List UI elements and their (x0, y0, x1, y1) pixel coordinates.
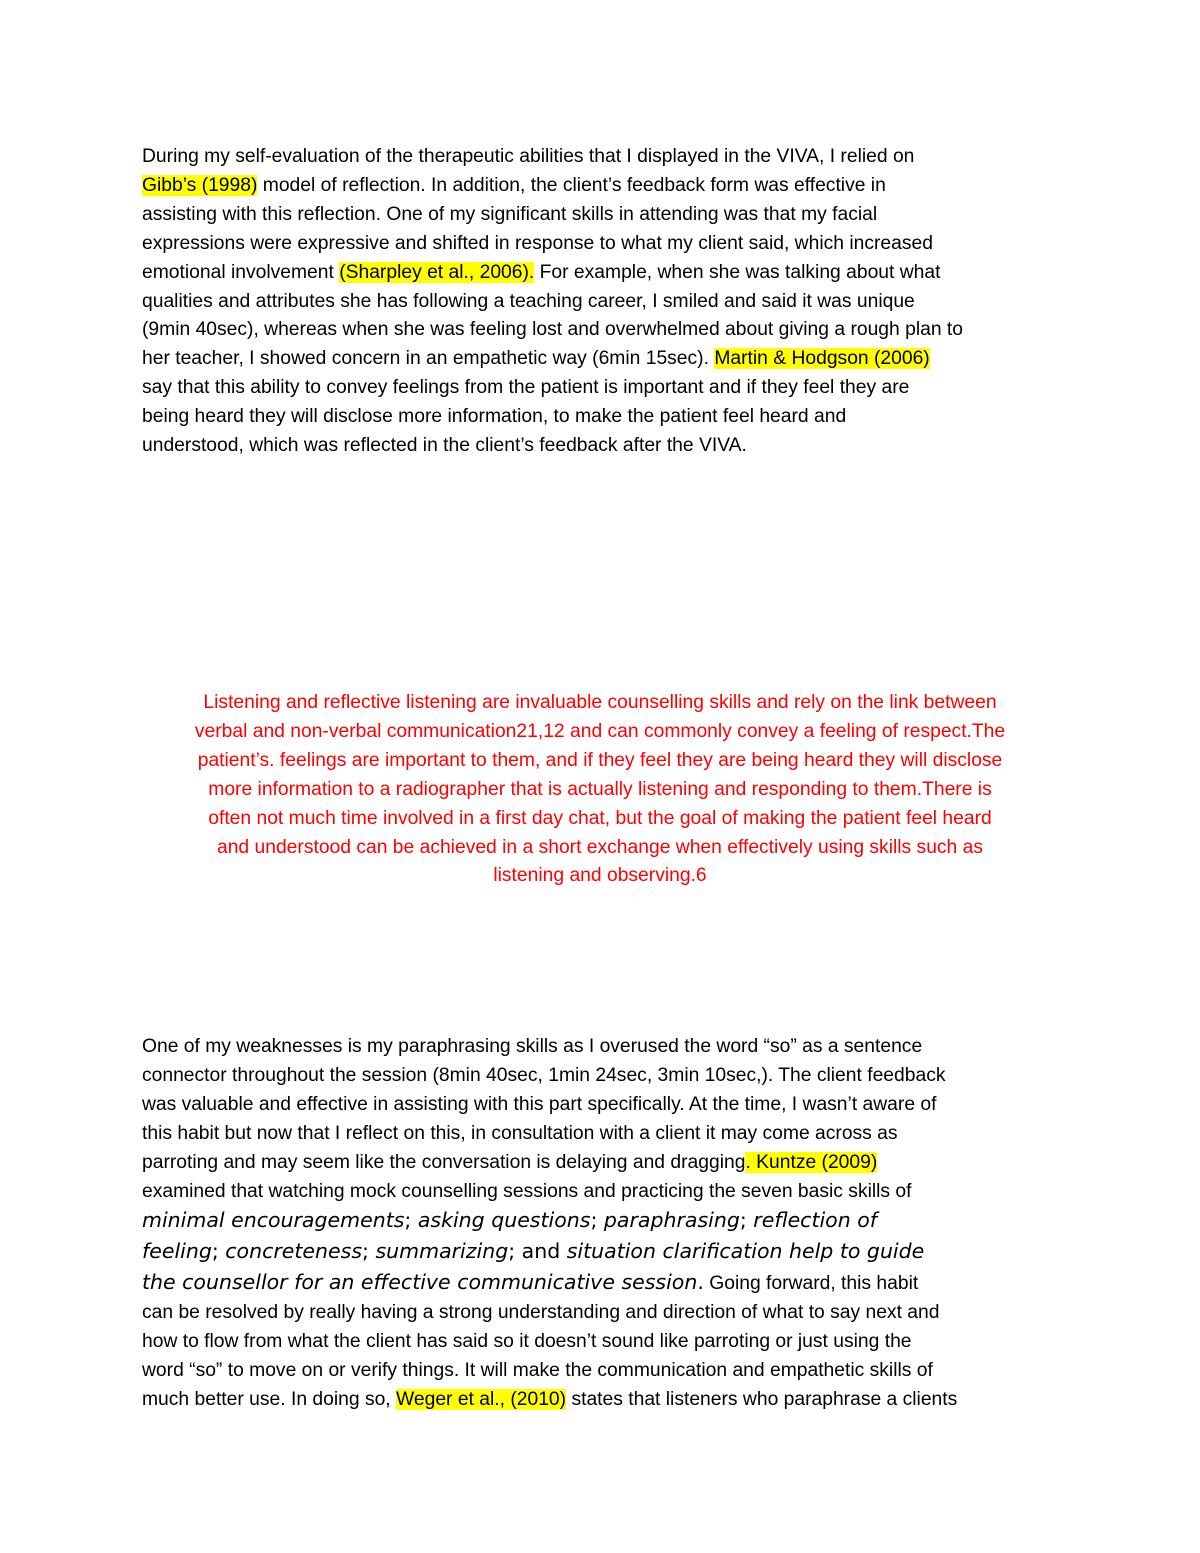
text-line (142, 1178, 1082, 1207)
text-line (142, 143, 1082, 172)
text-line: Listening and reflective listening are invaluable counselling skills and rely on the link between (203, 692, 997, 713)
text-run: connector throughout the session (8min 40sec, 1min 24sec, 3min 10sec,). The client feedback (142, 1064, 946, 1086)
text-line (142, 1033, 1082, 1062)
text-line (142, 1206, 1082, 1237)
paragraph-weaknesses (142, 1033, 1082, 1415)
text-line (142, 201, 1082, 230)
text-line: patient’s. feelings are important to them, and if they feel they are being heard they will disclose (197, 749, 1003, 771)
citation-highlight: Gibb’s (1998) (142, 174, 258, 196)
text-run: much better use. In doing so, (142, 1388, 397, 1410)
text-run: her teacher, I showed concern in an empathetic way (6min 15sec). (142, 348, 715, 370)
text-line (142, 1120, 1082, 1149)
text-run: . (697, 1270, 704, 1295)
text-run: ; and (508, 1239, 567, 1264)
text-line (142, 1237, 1082, 1268)
text-run: was valuable and effective in assisting with this part specifically. At the time, I wasn’t aware of (142, 1093, 937, 1115)
text-run: ; (362, 1239, 376, 1264)
text-line (142, 1386, 1082, 1415)
skill-term: feeling (142, 1239, 212, 1264)
text-run: model of reflection. In addition, the client’s feedback form was effective in (257, 174, 886, 196)
text-run: ; (739, 1208, 754, 1233)
citation-highlight: Weger et al., (2010) (396, 1388, 567, 1410)
text-line (142, 1357, 1082, 1386)
text-line (142, 374, 1082, 403)
text-run: parroting and may seem like the conversation is delaying and dragging (142, 1151, 746, 1173)
text-run: assisting with this reflection. One of my significant skills in attending was that my facial (142, 203, 878, 225)
text-run: this habit but now that I reflect on this, in consultation with a client it may come across as (142, 1122, 898, 1144)
text-line (142, 1091, 1082, 1120)
skill-term: reflection of (753, 1208, 877, 1233)
text-run: expressions were expressive and shifted in response to what my client said, which increased (142, 232, 933, 254)
text-run: understood, which was reflected in the client’s feedback after the VIVA. (142, 435, 747, 457)
text-run: emotional involvement (142, 261, 340, 283)
text-line (142, 1328, 1082, 1357)
citation-highlight: Martin & Hodgson (2006) (714, 348, 930, 370)
text-line (142, 1268, 1082, 1299)
text-run: (9min 40sec), whereas when she was feeling lost and overwhelmed about giving a rough plan to (142, 319, 964, 341)
text-line (142, 1062, 1082, 1091)
text-line (142, 230, 1082, 259)
text-run: ; (404, 1208, 418, 1233)
skill-term: asking questions (417, 1208, 591, 1233)
text-run: Going forward, this habit (703, 1273, 919, 1295)
text-line: often not much time involved in a first day chat, but the goal of making the patient feel heard (208, 807, 992, 829)
paragraph-reflection-gibbs (142, 143, 1082, 461)
text-line (142, 259, 1082, 288)
text-run: states that listeners who paraphrase a clients (566, 1388, 958, 1410)
text-run: can be resolved by really having a strong understanding and direction of what to say next and (142, 1302, 940, 1324)
text-run: ; (590, 1208, 604, 1233)
skill-term: concreteness (225, 1239, 363, 1264)
text-line: more information to a radiographer that is actually listening and responding to them.There is (208, 778, 992, 800)
text-line (142, 432, 1082, 461)
text-line (142, 172, 1082, 201)
text-line: listening and observing.6 (493, 865, 707, 887)
text-run: During my self-evaluation of the therapeutic abilities that I displayed in the VIVA, I relied on (142, 146, 915, 167)
skill-term: minimal encouragements (142, 1208, 405, 1233)
text-run: word “so” to move on or verify things. It will make the communication and empathetic skills of (142, 1359, 933, 1381)
text-run: ; (211, 1239, 226, 1264)
skill-term: summarizing (375, 1239, 509, 1264)
text-line: verbal and non-verbal communication21,12 and can commonly convey a feeling of respect.The (194, 720, 1006, 742)
text-run: how to flow from what the client has said so it doesn’t sound like parroting or just using the (142, 1331, 912, 1353)
text-line (142, 403, 1082, 432)
skill-term: the counsellor for an effective communicative session (142, 1270, 698, 1295)
citation-highlight: (Sharpley et al., 2006). (339, 261, 535, 283)
text-run: One of my weaknesses is my paraphrasing skills as I overused the word “so” as a sentence (142, 1036, 923, 1057)
text-run: say that this ability to convey feelings from the patient is important and if they feel they are (142, 377, 910, 399)
text-line (142, 316, 1082, 345)
text-line (142, 345, 1082, 374)
text-line: and understood can be achieved in a short exchange when effectively using skills such as (216, 836, 983, 858)
skill-term: situation clarification help to guide (566, 1239, 925, 1264)
citation-highlight: . Kuntze (2009) (745, 1151, 878, 1173)
skill-term: paraphrasing (603, 1208, 740, 1233)
text-line (142, 1299, 1082, 1328)
text-line (142, 288, 1082, 317)
text-run: being heard they will disclose more information, to make the patient feel heard and (142, 406, 847, 428)
text-run: For example, when she was talking about what (534, 261, 941, 283)
text-run: qualities and attributes she has following a teaching career, I smiled and said it was unique (142, 290, 915, 312)
text-line (142, 1149, 1082, 1178)
paragraph-listening-red (130, 689, 1070, 891)
text-run: examined that watching mock counselling sessions and practicing the seven basic skills of (142, 1180, 912, 1202)
